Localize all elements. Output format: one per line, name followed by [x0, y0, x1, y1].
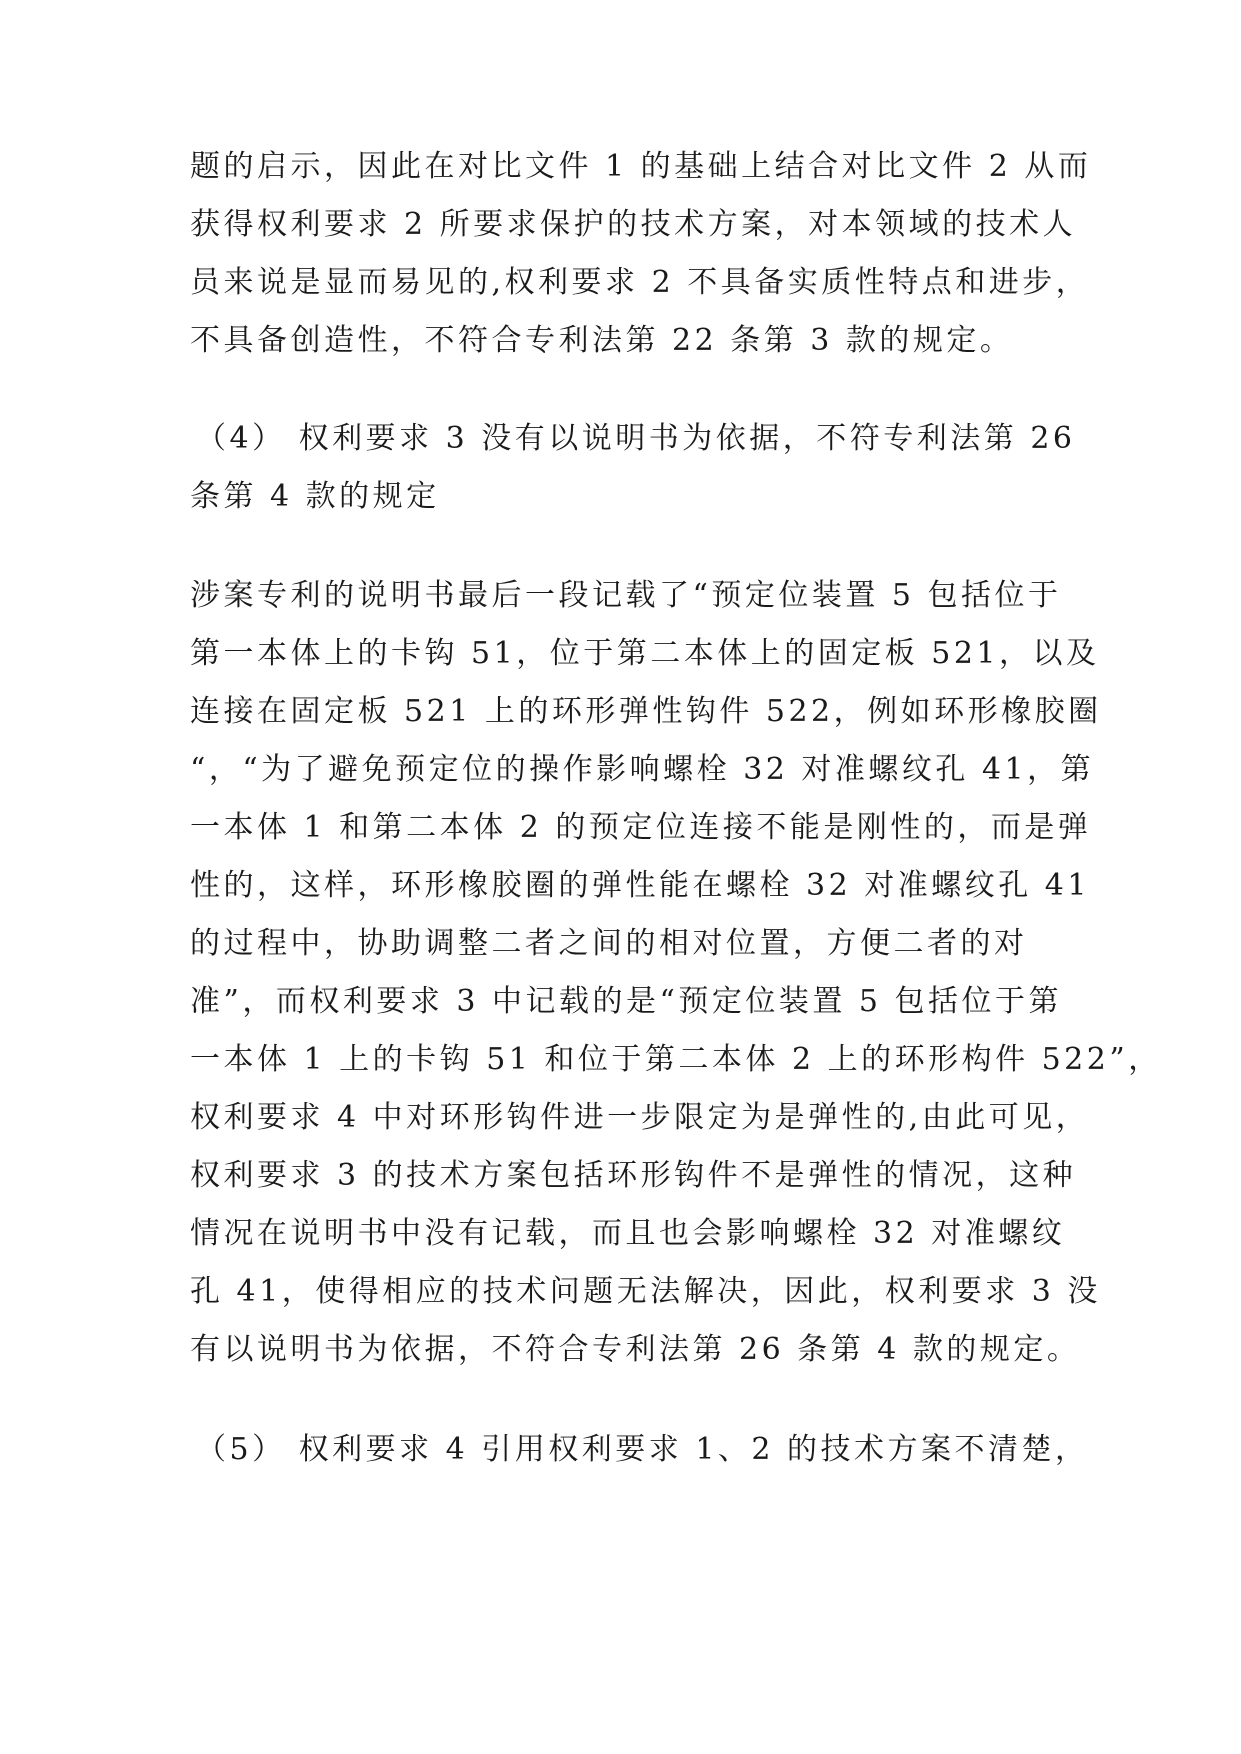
- paragraph-2-line-8: 准”，而权利要求 3 中记载的是“预定位装置 5 包括位于第: [190, 984, 1062, 1019]
- paragraph-2-line-13: 孔 41，使得相应的技术问题无法解决，因此，权利要求 3 没: [190, 1274, 1101, 1309]
- paragraph-1-line-1: 题的启示，因此在对比文件 1 的基础上结合对比文件 2 从而: [190, 149, 1092, 184]
- paragraph-1-line-2: 获得权利要求 2 所要求保护的技术方案，对本领域的技术人: [190, 207, 1077, 242]
- paragraph-1-line-4: 不具备创造性，不符合专利法第 22 条第 3 款的规定。: [190, 323, 1014, 358]
- paragraph-2-line-4: “，“为了避免预定位的操作影响螺栓 32 对准螺纹孔 41，第: [190, 752, 1095, 787]
- paragraph-1-line-3: 员来说是显而易见的,权利要求 2 不具备实质性特点和进步，: [190, 265, 1090, 300]
- paragraph-2-line-2: 第一本体上的卡钩 51，位于第二本体上的固定板 521，以及: [190, 636, 1100, 671]
- paragraph-2-line-11: 权利要求 3 的技术方案包括环形钩件不是弹性的情况，这种: [190, 1158, 1077, 1193]
- section-heading-4-line-1: （4） 权利要求 3 没有以说明书为依据，不符专利法第 26: [196, 421, 1076, 456]
- section-heading-5-line-1: （5） 权利要求 4 引用权利要求 1、2 的技术方案不清楚，: [196, 1432, 1089, 1467]
- paragraph-2-line-1: 涉案专利的说明书最后一段记载了“预定位装置 5 包括位于: [190, 578, 1062, 613]
- paragraph-2-line-10: 权利要求 4 中对环形钩件进一步限定为是弹性的,由此可见，: [190, 1100, 1090, 1135]
- paragraph-2-line-6: 性的，这样，环形橡胶圈的弹性能在螺栓 32 对准螺纹孔 41: [190, 868, 1090, 903]
- paragraph-2-line-9: 一本体 1 上的卡钩 51 和位于第二本体 2 上的环形构件 522”，: [190, 1042, 1162, 1077]
- paragraph-2-line-14: 有以说明书为依据，不符合专利法第 26 条第 4 款的规定。: [190, 1332, 1081, 1367]
- paragraph-2-line-12: 情况在说明书中没有记载，而且也会影响螺栓 32 对准螺纹: [190, 1216, 1066, 1251]
- section-heading-4-line-2: 条第 4 款的规定: [190, 479, 440, 514]
- paragraph-2-line-5: 一本体 1 和第二本体 2 的预定位连接不能是刚性的，而是弹: [190, 810, 1092, 845]
- paragraph-2-line-3: 连接在固定板 521 上的环形弹性钩件 522，例如环形橡胶圈: [190, 694, 1102, 729]
- paragraph-2-line-7: 的过程中，协助调整二者之间的相对位置，方便二者的对: [190, 926, 1028, 961]
